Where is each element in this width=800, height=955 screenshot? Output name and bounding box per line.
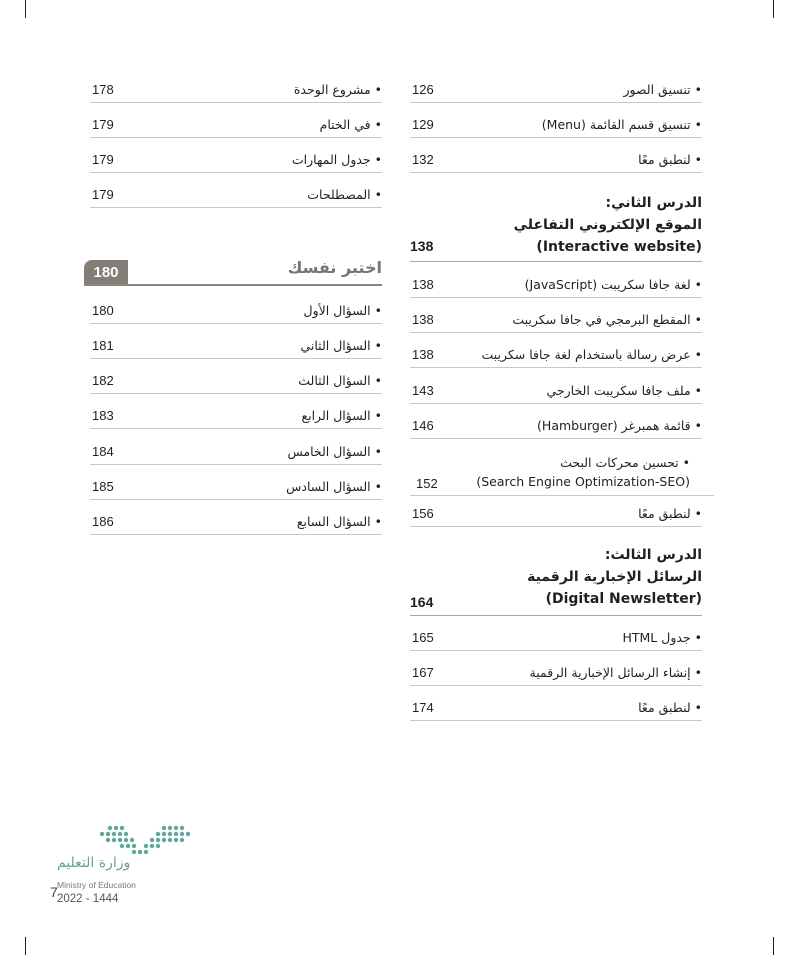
page-number: 184 bbox=[92, 443, 114, 459]
lesson-title-english: (Digital Newsletter) bbox=[545, 591, 702, 607]
toc-row[interactable] bbox=[90, 297, 382, 324]
lesson-label: الدرس الثالث: bbox=[604, 547, 702, 563]
section-title: اختبر نفسك bbox=[287, 258, 382, 277]
toc-entry: • جدول المهارات bbox=[291, 151, 382, 167]
left-toc-column bbox=[90, 74, 382, 544]
page-number: 179 bbox=[92, 116, 114, 132]
ministry-name-arabic: وزارة التعليم bbox=[57, 855, 131, 871]
toc-entry-line: (Search Engine Optimization-SEO) bbox=[476, 474, 690, 489]
toc-row[interactable] bbox=[410, 271, 702, 298]
lesson-heading[interactable] bbox=[410, 192, 702, 258]
toc-entry: • لنطبق معًا bbox=[638, 505, 702, 521]
lesson-title-english: (Interactive website) bbox=[536, 239, 702, 255]
page-number: 132 bbox=[412, 151, 434, 167]
toc-row[interactable] bbox=[410, 412, 702, 439]
toc-entry: • لنطبق معًا bbox=[638, 699, 702, 715]
right-toc-column bbox=[410, 74, 702, 734]
page-number: 186 bbox=[92, 513, 114, 529]
toc-entry: • مشروع الوحدة bbox=[293, 81, 382, 97]
page-number: 129 bbox=[412, 116, 434, 132]
page-number: 167 bbox=[412, 664, 434, 680]
section-page-badge: 180 bbox=[84, 260, 128, 284]
lesson-label: الدرس الثاني: bbox=[605, 195, 702, 211]
toc-entry bbox=[476, 453, 714, 491]
toc-row[interactable] bbox=[90, 146, 382, 173]
toc-entry: • المقطع البرمجي في جافا سكريبت bbox=[512, 311, 702, 327]
crop-mark bbox=[25, 937, 26, 955]
toc-entry: • ملف جافا سكريبت الخارجي bbox=[546, 382, 702, 398]
toc-entry: • في الختام bbox=[319, 116, 382, 132]
divider bbox=[410, 615, 702, 616]
crop-mark bbox=[773, 937, 774, 955]
page-number: 146 bbox=[412, 417, 434, 433]
toc-row[interactable] bbox=[90, 367, 382, 394]
toc-row[interactable] bbox=[90, 402, 382, 429]
page-number: 174 bbox=[412, 699, 434, 715]
toc-row[interactable] bbox=[90, 76, 382, 103]
page-number: 182 bbox=[92, 372, 114, 388]
toc-row[interactable] bbox=[410, 659, 702, 686]
toc-entry: • السؤال السابع bbox=[296, 513, 382, 529]
toc-row[interactable] bbox=[90, 508, 382, 535]
toc-entry: • السؤال الرابع bbox=[301, 407, 382, 423]
toc-row[interactable] bbox=[410, 111, 702, 138]
toc-row[interactable] bbox=[410, 694, 702, 721]
toc-entry: • تنسيق قسم القائمة (Menu) bbox=[541, 116, 702, 132]
toc-entry: • تنسيق الصور bbox=[623, 81, 702, 97]
toc-entry: • جدول HTML bbox=[622, 629, 702, 645]
toc-row[interactable] bbox=[90, 181, 382, 208]
page-number: 126 bbox=[412, 81, 434, 97]
toc-entry: • المصطلحات bbox=[307, 186, 382, 202]
page-number: 179 bbox=[92, 186, 114, 202]
toc-row[interactable] bbox=[410, 146, 702, 173]
toc-entry-line: • تحسين محركات البحث bbox=[560, 455, 690, 470]
page-number: 138 bbox=[412, 276, 434, 292]
crop-mark bbox=[773, 0, 774, 18]
test-yourself-header[interactable] bbox=[84, 260, 382, 286]
ministry-name-english: Ministry of Education bbox=[57, 880, 136, 890]
lesson-title: الرسائل الإخبارية الرقمية bbox=[527, 569, 702, 585]
toc-entry: • السؤال الثالث bbox=[298, 372, 382, 388]
page-number: 181 bbox=[92, 337, 114, 353]
page-number: 178 bbox=[92, 81, 114, 97]
toc-entry: • السؤال الأول bbox=[303, 302, 382, 318]
toc-entry: • السؤال الخامس bbox=[287, 443, 382, 459]
page-number: 180 bbox=[92, 302, 114, 318]
toc-row[interactable] bbox=[90, 332, 382, 359]
page-number: 143 bbox=[412, 382, 434, 398]
toc-row[interactable] bbox=[90, 473, 382, 500]
toc-row[interactable] bbox=[410, 377, 702, 404]
toc-row[interactable] bbox=[410, 624, 702, 651]
toc-entry: • قائمة همبرغر (Hamburger) bbox=[537, 417, 702, 433]
lesson-page-number: 138 bbox=[410, 238, 434, 254]
toc-entry: • عرض رسالة باستخدام لغة جافا سكريبت bbox=[481, 346, 702, 362]
edition-year: 2022 - 1444 bbox=[57, 893, 119, 905]
page-number: 179 bbox=[92, 151, 114, 167]
crop-mark bbox=[25, 0, 26, 18]
toc-entry: • السؤال الثاني bbox=[300, 337, 382, 353]
page-number: 183 bbox=[92, 407, 114, 423]
toc-entry: • السؤال السادس bbox=[286, 478, 382, 494]
lesson-title: الموقع الإلكتروني التفاعلي bbox=[513, 217, 702, 233]
page-number: 185 bbox=[92, 478, 114, 494]
toc-entry: • إنشاء الرسائل الإخبارية الرقمية bbox=[529, 664, 702, 680]
divider bbox=[410, 261, 702, 262]
toc-row[interactable] bbox=[90, 111, 382, 138]
toc-row[interactable] bbox=[90, 438, 382, 465]
toc-row[interactable] bbox=[410, 306, 702, 333]
page-number: 138 bbox=[412, 346, 434, 362]
toc-row[interactable] bbox=[410, 447, 714, 496]
toc-entry: • لغة جافا سكريبت (JavaScript) bbox=[524, 276, 702, 292]
toc-row[interactable] bbox=[410, 341, 702, 368]
page-number-footer: 7 bbox=[50, 884, 58, 900]
page-number: 156 bbox=[412, 505, 434, 521]
page-number: 138 bbox=[412, 311, 434, 327]
lesson-heading[interactable] bbox=[410, 544, 702, 610]
toc-row[interactable] bbox=[410, 500, 702, 527]
lesson-page-number: 164 bbox=[410, 594, 434, 610]
page-number: 165 bbox=[412, 629, 434, 645]
page-number: 152 bbox=[416, 476, 438, 491]
toc-row[interactable] bbox=[410, 76, 702, 103]
toc-entry: • لنطبق معًا bbox=[638, 151, 702, 167]
